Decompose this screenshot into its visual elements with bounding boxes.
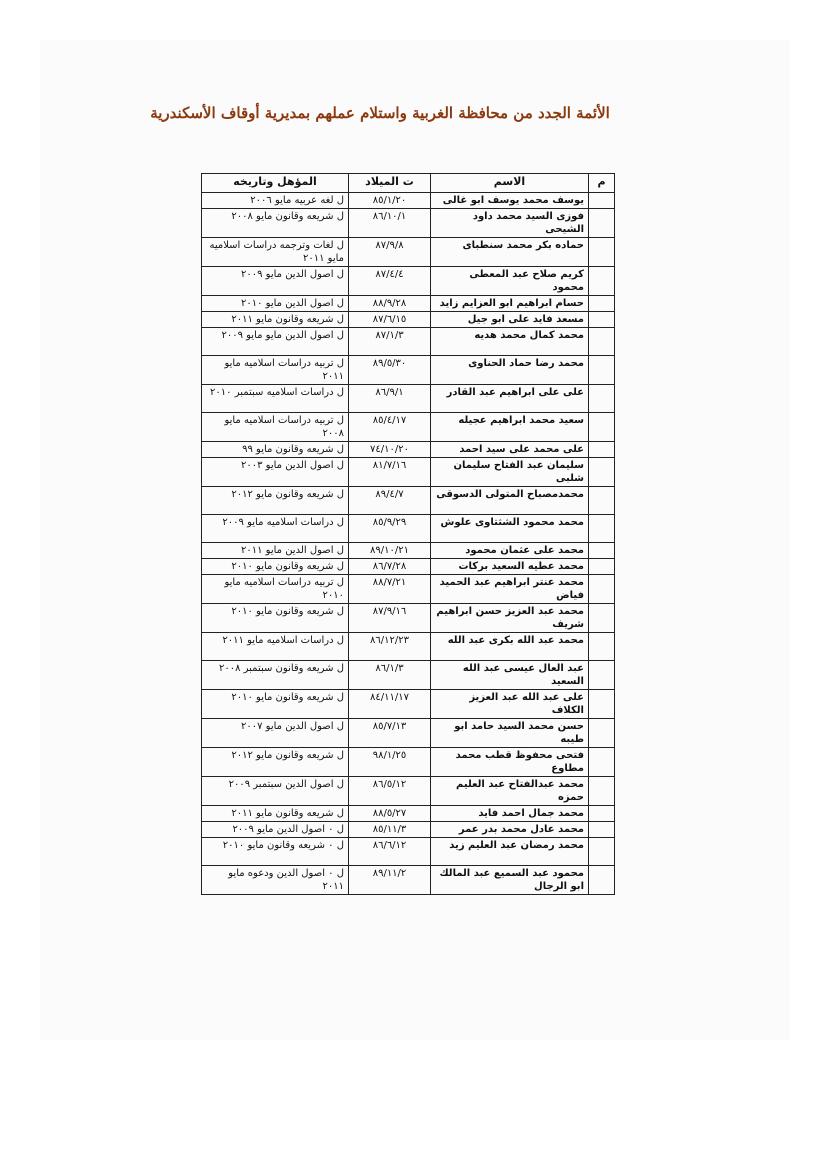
header-name: الاسم	[431, 174, 589, 193]
row-number-cell	[589, 487, 615, 515]
row-birth-date-cell: ٨١/٧/١٦	[349, 458, 431, 487]
row-birth-date-cell: ٨٩/٥/٣٠	[349, 356, 431, 385]
row-qualification-cell: ل اصول الدين مايو مايو ٢٠٠٩	[202, 328, 349, 356]
row-birth-date-cell: ٨٥/٧/١٣	[349, 719, 431, 748]
row-birth-date-cell: ٩٨/١/٢٥	[349, 748, 431, 777]
table-row	[202, 559, 615, 575]
row-name-cell: حسام ابراهيم ابو العزايم زايد	[431, 296, 589, 312]
row-number-cell	[589, 193, 615, 209]
row-qualification-cell: ل دراسات اسلاميه مايو ٢٠١١	[202, 633, 349, 661]
table-row	[202, 328, 615, 356]
row-birth-date-cell: ٨٧/٩/١٦	[349, 604, 431, 633]
row-name-cell: محمد كمال محمد هديه	[431, 328, 589, 356]
row-birth-date-cell: ٨٧/٤/٤	[349, 267, 431, 296]
row-number-cell	[589, 604, 615, 633]
table-row	[202, 356, 615, 385]
row-qualification-cell: ل ٠ اصول الدين ودعوه مايو ٢٠١١	[202, 866, 349, 895]
header-number: م	[589, 174, 615, 193]
row-qualification-cell: ل اصول الدين مايو ٢٠١٠	[202, 296, 349, 312]
table-row	[202, 661, 615, 690]
row-qualification-cell: ل لغات وترجمه دراسات اسلاميه مايو ٢٠١١	[202, 238, 349, 267]
row-number-cell	[589, 328, 615, 356]
table-row	[202, 193, 615, 209]
row-name-cell: على عبد الله عبد العزيز الكلاف	[431, 690, 589, 719]
row-qualification-cell: ل اصول الدين مايو ٢٠٠٣	[202, 458, 349, 487]
row-qualification-cell: ل شريعه وقانون سبتمبر ٢٠٠٨	[202, 661, 349, 690]
row-birth-date-cell: ٨٦/٦/١٢	[349, 838, 431, 866]
row-number-cell	[589, 633, 615, 661]
row-qualification-cell: ل اصول الدين مايو ٢٠١١	[202, 543, 349, 559]
page-title: الأئمة الجدد من محافظة الغربية واستلام عملهم بمديرية أوقاف الأسكندرية	[150, 104, 610, 122]
row-number-cell	[589, 866, 615, 895]
table-row	[202, 458, 615, 487]
table-row	[202, 838, 615, 866]
table-body	[202, 193, 615, 895]
row-name-cell: محمد عادل محمد بدر عمر	[431, 822, 589, 838]
row-number-cell	[589, 267, 615, 296]
row-name-cell: حماده بكر محمد سنطباى	[431, 238, 589, 267]
row-birth-date-cell: ٨٥/١/٢٠	[349, 193, 431, 209]
row-number-cell	[589, 838, 615, 866]
row-number-cell	[589, 559, 615, 575]
row-number-cell	[589, 748, 615, 777]
row-qualification-cell: ل ٠ شريعه وقانون مايو ٢٠١٠	[202, 838, 349, 866]
table-row	[202, 238, 615, 267]
row-qualification-cell: ل شريعه وقانون مايو ٢٠١٠	[202, 604, 349, 633]
table-row	[202, 777, 615, 806]
row-birth-date-cell: ٨٧/١/٣	[349, 328, 431, 356]
row-qualification-cell: ل شريعه وقانون مايو ٢٠١٢	[202, 487, 349, 515]
row-birth-date-cell: ٨٥/٤/١٧	[349, 413, 431, 442]
row-birth-date-cell: ٨٦/١٢/٢٣	[349, 633, 431, 661]
row-birth-date-cell: ٨٨/٧/٢١	[349, 575, 431, 604]
row-number-cell	[589, 413, 615, 442]
row-qualification-cell: ل شريعه وقانون مايو ٢٠١٠	[202, 559, 349, 575]
table-row	[202, 575, 615, 604]
row-name-cell: يوسف محمد يوسف ابو غالى	[431, 193, 589, 209]
table-row	[202, 866, 615, 895]
row-number-cell	[589, 442, 615, 458]
row-qualification-cell: ل اصول الدين سبتمبر ٢٠٠٩	[202, 777, 349, 806]
row-number-cell	[589, 385, 615, 413]
row-name-cell: على على ابراهيم عبد القادر	[431, 385, 589, 413]
row-number-cell	[589, 719, 615, 748]
row-number-cell	[589, 661, 615, 690]
row-birth-date-cell: ٨٥/١١/٣	[349, 822, 431, 838]
row-birth-date-cell: ٨٧/٦/١٥	[349, 312, 431, 328]
table-row	[202, 442, 615, 458]
row-name-cell: محمد على عثمان محمود	[431, 543, 589, 559]
row-qualification-cell: ل شريعه وقانون مايو ٢٠١١	[202, 806, 349, 822]
row-qualification-cell: ل تربيه دراسات اسلاميه مايو ٢٠١٠	[202, 575, 349, 604]
row-number-cell	[589, 543, 615, 559]
imams-table	[201, 173, 615, 895]
table-row	[202, 604, 615, 633]
row-birth-date-cell: ٨٨/٥/٢٧	[349, 806, 431, 822]
row-birth-date-cell: ٨٦/٥/١٢	[349, 777, 431, 806]
row-name-cell: على محمد على سيد احمد	[431, 442, 589, 458]
row-number-cell	[589, 822, 615, 838]
row-birth-date-cell: ٨٦/١/٣	[349, 661, 431, 690]
row-qualification-cell: ل شريعه وقانون مايو ٢٠١٠	[202, 690, 349, 719]
row-number-cell	[589, 312, 615, 328]
row-number-cell	[589, 575, 615, 604]
row-birth-date-cell: ٨٦/٧/٢٨	[349, 559, 431, 575]
table-row	[202, 690, 615, 719]
row-qualification-cell: ل لغه عربيه مايو ٢٠٠٦	[202, 193, 349, 209]
row-name-cell: محمد محمود الشثتاوى علوش	[431, 515, 589, 543]
row-qualification-cell: ل شريعه وقانون مايو ٢٠١٢	[202, 748, 349, 777]
row-name-cell: فتحى محفوظ قطب محمد مطاوع	[431, 748, 589, 777]
row-name-cell: محمد رضا حماد الحناوى	[431, 356, 589, 385]
table-header-row	[202, 174, 615, 193]
row-qualification-cell: ل دراسات اسلاميه سبتمبر ٢٠١٠	[202, 385, 349, 413]
table-row	[202, 748, 615, 777]
row-qualification-cell: ل تربيه دراسات اسلاميه مايو ٢٠٠٨	[202, 413, 349, 442]
row-name-cell: محمد رمضان عبد العليم زيد	[431, 838, 589, 866]
header-qualification: المؤهل وتاريخه	[202, 174, 349, 193]
row-birth-date-cell: ٨٩/١١/٢	[349, 866, 431, 895]
row-name-cell: محمد عطيه السعيد بركات	[431, 559, 589, 575]
row-number-cell	[589, 238, 615, 267]
row-name-cell: سليمان عبد الفتاح سليمان شلبى	[431, 458, 589, 487]
row-number-cell	[589, 458, 615, 487]
row-name-cell: محمد جمال احمد فايد	[431, 806, 589, 822]
row-birth-date-cell: ٨٩/٤/٧	[349, 487, 431, 515]
row-name-cell: مسعد فايد على ابو جيل	[431, 312, 589, 328]
row-qualification-cell: ل دراسات اسلاميه مايو ٢٠٠٩	[202, 515, 349, 543]
table-row	[202, 633, 615, 661]
table-row	[202, 413, 615, 442]
row-qualification-cell: ل شريعه وقانون مايو ٩٩	[202, 442, 349, 458]
row-name-cell: محمد عبد الله بكرى عبد الله	[431, 633, 589, 661]
row-birth-date-cell: ٧٤/١٠/٢٠	[349, 442, 431, 458]
table-row	[202, 267, 615, 296]
row-birth-date-cell: ٨٤/١١/١٧	[349, 690, 431, 719]
row-number-cell	[589, 777, 615, 806]
row-birth-date-cell: ٨٧/٩/٨	[349, 238, 431, 267]
table-row	[202, 312, 615, 328]
row-name-cell: محمد عبد العزيز حسن ابراهيم شريف	[431, 604, 589, 633]
row-name-cell: سعيد محمد ابراهيم عجيله	[431, 413, 589, 442]
table-row	[202, 806, 615, 822]
row-qualification-cell: ل شريعه وقانون مايو ٢٠١١	[202, 312, 349, 328]
row-birth-date-cell: ٨٩/١٠/٢١	[349, 543, 431, 559]
row-name-cell: محمد عنتر ابراهيم عبد الحميد فياض	[431, 575, 589, 604]
row-number-cell	[589, 296, 615, 312]
row-name-cell: محمدمصباح المتولى الدسوقى	[431, 487, 589, 515]
row-qualification-cell: ل تربيه دراسات اسلاميه مايو ٢٠١١	[202, 356, 349, 385]
row-name-cell: فوزى السيد محمد داود الشيحى	[431, 209, 589, 238]
row-qualification-cell: ل ٠ اصول الدين مايو ٢٠٠٩	[202, 822, 349, 838]
row-name-cell: حسن محمد السيد حامد ابو طيبه	[431, 719, 589, 748]
table-row	[202, 209, 615, 238]
row-name-cell: كريم صلاح عبد المعطى محمود	[431, 267, 589, 296]
row-name-cell: محمود عبد السميع عبد المالك ابو الرجال	[431, 866, 589, 895]
row-birth-date-cell: ٨٦/١٠/١	[349, 209, 431, 238]
row-qualification-cell: ل شريعه وقانون مايو ٢٠٠٨	[202, 209, 349, 238]
header-birth-date: ت الميلاد	[349, 174, 431, 193]
table-row	[202, 543, 615, 559]
row-qualification-cell: ل اصول الدين مايو ٢٠٠٧	[202, 719, 349, 748]
table-row	[202, 385, 615, 413]
table-row	[202, 822, 615, 838]
row-number-cell	[589, 209, 615, 238]
table-row	[202, 296, 615, 312]
row-number-cell	[589, 356, 615, 385]
row-name-cell: عبد العال عيسى عبد الله السعيد	[431, 661, 589, 690]
row-birth-date-cell: ٨٨/٩/٢٨	[349, 296, 431, 312]
row-number-cell	[589, 690, 615, 719]
row-number-cell	[589, 515, 615, 543]
row-name-cell: محمد عبدالفتاح عبد العليم حمزه	[431, 777, 589, 806]
row-birth-date-cell: ٨٦/٩/١	[349, 385, 431, 413]
table-row	[202, 487, 615, 515]
row-birth-date-cell: ٨٥/٩/٢٩	[349, 515, 431, 543]
table-row	[202, 515, 615, 543]
row-qualification-cell: ل اصول الدين مايو ٢٠٠٩	[202, 267, 349, 296]
row-number-cell	[589, 806, 615, 822]
table-row	[202, 719, 615, 748]
